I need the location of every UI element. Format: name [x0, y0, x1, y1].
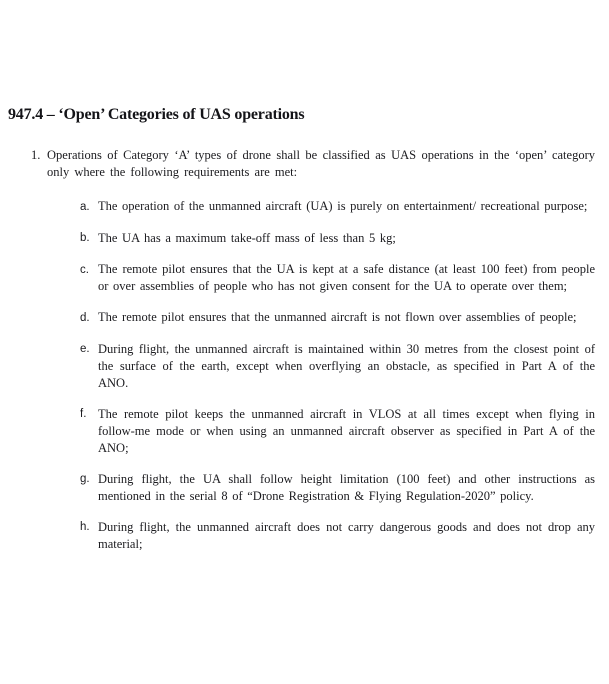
list-item-text: The operation of the unmanned aircraft (UA) is purely on entertainment/ recreational purpose;	[98, 199, 588, 213]
list-item-marker: a.	[80, 200, 90, 213]
list-item-h	[8, 519, 595, 553]
list-item-text: The remote pilot ensures that the unmanned aircraft is not flown over assemblies of people;	[98, 310, 577, 324]
list-item-text: During flight, the unmanned aircraft does not carry dangerous goods and does not drop any material;	[98, 519, 595, 551]
list-item-text: The remote pilot keeps the unmanned aircraft in VLOS at all times except when flying in follow-me mode or when using an unmanned aircraft observer as specified in Part A of the ANO;	[98, 406, 595, 455]
list-item-marker: h.	[80, 521, 90, 533]
list-item-f	[8, 406, 595, 457]
list-item-d	[8, 309, 595, 327]
list-item-g	[8, 471, 595, 505]
list-item-marker: b.	[80, 232, 90, 244]
section-heading: 947.4 – ‘Open’ Categories of UAS operations	[8, 106, 305, 123]
list-item-marker: e.	[80, 343, 90, 355]
numbered-item	[8, 147, 595, 181]
list-item-text: During flight, the UA shall follow height limitation (100 feet) and other instructions as mentioned in the serial 8 of “Drone Registration & Flying Regulation-2020” policy.	[98, 471, 595, 503]
list-item-a	[8, 198, 595, 216]
numbered-item-text: Operations of Category ‘A’ types of drone shall be classified as UAS operations in the ‘open’ category only where the following requirements are met:	[47, 148, 595, 179]
list-item-c	[8, 261, 595, 295]
lettered-list	[8, 198, 595, 553]
list-item-text: The remote pilot ensures that the UA is kept at a safe distance (at least 100 feet) from people or over assemblies of people who has not given consent for the UA to operate over them;	[98, 262, 595, 293]
list-item-text: The UA has a maximum take-off mass of less than 5 kg;	[98, 230, 396, 245]
list-item-marker: g.	[80, 473, 90, 485]
list-item-marker: d.	[80, 311, 90, 324]
list-item-b	[8, 230, 595, 248]
list-item-marker: c.	[80, 263, 89, 276]
list-item-marker: f.	[80, 408, 87, 420]
numbered-item-marker: 1.	[31, 148, 41, 162]
list-item-text: During flight, the unmanned aircraft is maintained within 30 metres from the closest point of the surface of the earth, except when overflying an obstacle, as specified in Part A of the ANO.	[98, 341, 595, 390]
list-item-e	[8, 341, 595, 392]
